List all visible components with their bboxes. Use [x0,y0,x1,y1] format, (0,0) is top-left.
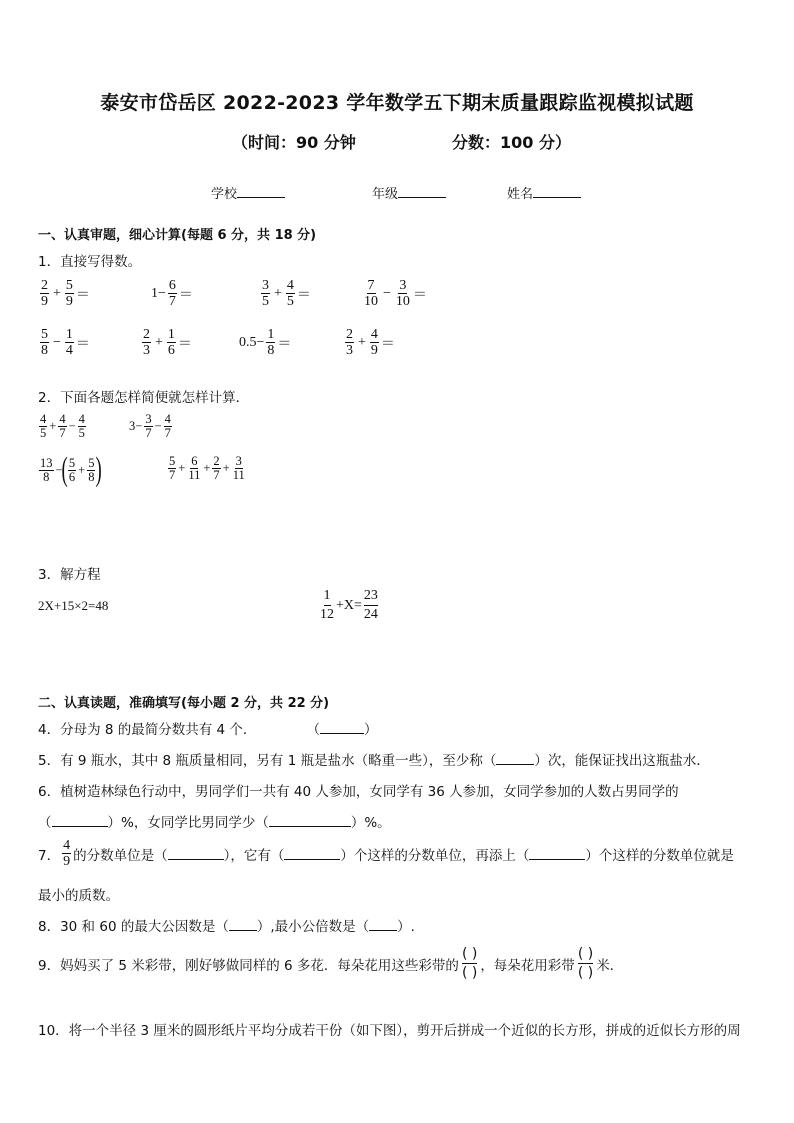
question-6-line-1: 6．植树造林绿色行动中，男同学们一共有 40 人参加，女同学有 36 人参加，女同学参加的人数占男同学的 [38,784,679,800]
q3-equation-2: 1 12 +X= $\frac{23}{24}$ [320,588,378,622]
answer-blank[interactable] [284,847,340,860]
q3-equation-1: 2X+15×2=48 [38,598,109,613]
q1-expr-5: $\frac{5}{8}$ − $\frac{1}{4}$ ＝ [41,327,90,358]
q1-expr-4: $\frac{7}{10}$ − $\frac{3}{10}$ ＝ [364,278,427,309]
q2-expr-2: 3− $\frac{3}{7}$ − $\frac{4}{7}$ [129,412,171,440]
question-9: 9．妈妈买了 5 米彩带，刚好够做同样的 6 多花．每朵花用这些彩带的 ( ) ( ) ，每朵花用彩带 ( ) ( ) 米． [38,946,624,981]
fraction: $\frac{5}{8}$ [41,327,48,358]
name-blank[interactable] [533,185,581,198]
answer-blank[interactable] [269,814,351,827]
fraction: $\frac{1}{8}$ [267,327,275,358]
answer-blank[interactable] [52,814,108,827]
q2-expr-4: $\frac{5}{7}$ + $\frac{6}{11}$ + $\frac{2}{7}$ + $\frac{3}{11}$ [169,454,245,482]
q1-expr-8: $\frac{2}{3}$ + $\frac{4}{9}$ ＝ [346,327,395,358]
fraction: $\frac{4}{5}$ [286,278,294,309]
answer-blank[interactable] [320,721,364,734]
grade-blank[interactable] [398,185,446,198]
q1-expr-6: $\frac{2}{3}$ + $\frac{1}{6}$ ＝ [143,327,192,358]
q1-expr-2: 1− $\frac{6}{7}$ ＝ [151,278,193,309]
exam-time: （时间：90 分钟 [232,133,356,152]
answer-blank[interactable] [496,752,534,765]
fraction: $\frac{5}{9}$ [65,278,73,309]
question-10: 10．将一个半径 3 厘米的圆形纸片平均分成若干份（如下图），剪开后拼成一个近似的长方形，拼成的近似长方形的周 [38,1023,741,1039]
name-label: 姓名 [507,187,534,202]
question-7-line-2: 最小的质数。 [38,888,119,904]
section-1-heading: 一、认真审题，细心计算(每题 6 分，共 18 分) [38,228,317,243]
fraction: $\frac{2}{9}$ [41,278,48,309]
exam-title: 泰安市岱岳区 2022-2023 学年数学五下期末质量跟踪监视模拟试题 [100,92,694,114]
grade-field[interactable] [372,183,446,202]
name-field[interactable] [507,183,581,202]
fraction: $\frac{3}{10}$ [395,278,410,309]
fraction: $\frac{3}{5}$ [262,278,269,309]
q1-expr-7: 0.5− $\frac{1}{8}$ ＝ [239,327,292,358]
exam-score: 分数：100 分） [452,133,571,152]
fraction-blank[interactable]: ( ) ( ) [461,946,478,981]
q1-expr-1: $\frac{2}{9}$ + $\frac{5}{9}$ ＝ [41,278,90,309]
q2-expr-1: $\frac{4}{5}$ + $\frac{4}{7}$ − $\frac{4}{5}$ [40,412,85,440]
question-4: 4．分母为 8 的最简分数共有 4 个． （ ） [38,722,378,738]
q1-expr-3: $\frac{3}{5}$ + $\frac{4}{5}$ ＝ [262,278,311,309]
fraction: $\frac{1}{4}$ [65,327,73,358]
fraction: $\frac{4}{9}$ [370,327,378,358]
question-7: 7． $\frac{4}{9}$ 的分数单位是（ ），它有（ ）个这样的分数单位，再添上（ ）个这样的分数单位就是 [38,838,734,869]
question-8: 8．30 和 60 的最大公因数是（ ）,最小公倍数是（ ）. [38,919,415,935]
school-blank[interactable] [237,185,285,198]
fraction: $\frac{2}{3}$ [143,327,150,358]
answer-blank[interactable] [168,847,224,860]
fraction: $\frac{1}{6}$ [167,327,175,358]
school-label: 学校 [211,187,238,202]
question-1-label: 1．直接写得数。 [38,254,142,270]
answer-blank[interactable] [369,918,397,931]
question-5: 5．有 9 瓶水，其中 8 瓶质量相同，另有 1 瓶是盐水（略重一些），至少称（ ）次，能保证找出这瓶盐水． [38,753,710,769]
fraction: $\frac{6}{7}$ [168,278,176,309]
q2-expr-3: $\frac{13}{8}$ − ( $\frac{5}{6}$ + $\frac{5}{8}$ ) [40,451,103,488]
section-2-heading: 二、认真读题，准确填写(每小题 2 分，共 22 分) [38,696,330,711]
fraction: $\frac{7}{10}$ [364,278,378,309]
question-6-line-2: （ ）%，女同学比男同学少（ ）%。 [38,815,391,831]
grade-label: 年级 [372,187,399,202]
answer-blank[interactable] [229,918,257,931]
fraction-blank[interactable]: ( ) ( ) [577,946,594,981]
fraction: $\frac{2}{3}$ [346,327,353,358]
answer-blank[interactable] [529,847,585,860]
question-2-label: 2．下面各题怎样简便就怎样计算． [38,390,250,406]
question-3-label: 3．解方程 [38,567,101,583]
school-field[interactable] [211,183,285,202]
